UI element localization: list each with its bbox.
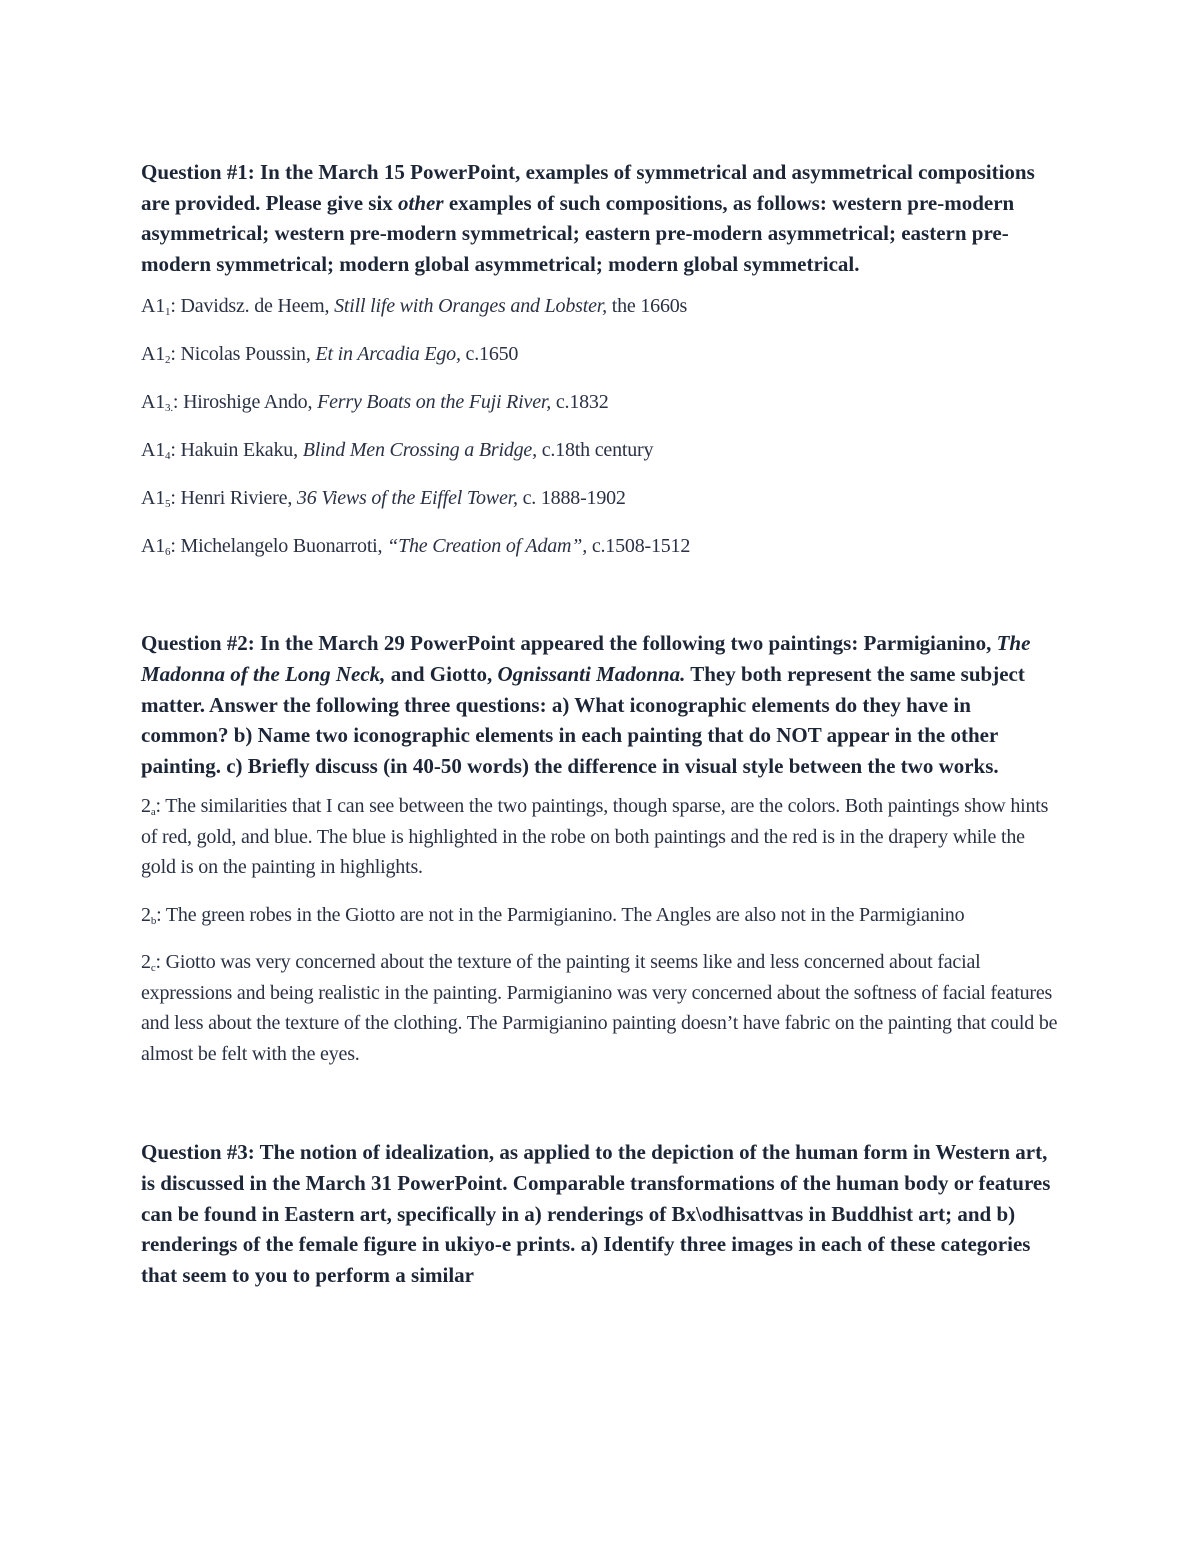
answer-artwork-title: Et in Arcadia Ego, [315,343,461,366]
answer-subscript: 4 [165,450,171,463]
answer-date: c.18th century [536,439,654,462]
answer-date: the 1660s [606,295,688,318]
answer-artist: : Michelangelo Buonarroti, [170,535,388,558]
question-2-text-b: and Giotto, [385,661,498,686]
question-3-text: Question #3: The notion of idealization, as applied to the depiction of the human form in Western art, is discussed in the March 31 PowerPoint. Comparable transformations of the human body or features can be found in Eastern art, specifically in a) renderings of Bx\odhisattvas in Buddhist art; and b) renderings of the female figure in ukiyo-e prints. a) Identify three images in each of these categories that seem to you to perform a similar [141,1140,1051,1287]
answer-prefix: A1 [141,391,166,414]
answer-date: c.1832 [551,391,609,414]
answer-subscript: 6 [165,546,171,559]
question-2-text-c: They both represent the same subject matter. Answer the following three questions: a) What iconographic elements do they have in common? b) Name two iconographic elements in each painting that do NOT appear in the other painting. c) Briefly discuss (in 40-50 words) the difference in visual style between the two works. [141,661,1025,778]
answer-artwork-title: Ferry Boats on the Fuji River, [317,391,552,414]
answer-prefix: A1 [141,295,166,318]
answer-artwork-title: Blind Men Crossing a Bridge, [302,439,537,462]
answer-prefix: 2 [141,795,151,818]
question-2-title-1: The Madonna of the Long Neck, [141,631,1031,686]
answer-artwork-title: 36 Views of the Eiffel Tower, [296,487,518,510]
question-2 [141,628,1061,781]
answer-subscript: 3. [165,402,173,415]
answer-artist: : Hiroshige Ando, [172,391,318,414]
answer-prefix: A1 [141,439,166,462]
answer-artwork-title: Still life with Oranges and Lobster, [334,295,607,318]
answer-1-4 [141,435,1061,466]
answer-artist: : Hakuin Ekaku, [170,439,303,462]
answer-prefix: A1 [141,535,166,558]
question-1-emphasis: other [398,190,444,215]
document-page [141,157,1061,1300]
answer-2a [141,791,1061,883]
answer-prefix: A1 [141,487,166,510]
answer-artist: : Davidsz. de Heem, [170,295,335,318]
answer-prefix: 2 [141,903,151,926]
answer-text: : Giotto was very concerned about the texture of the painting it seems like and less concerned about facial expressions and being realistic in the painting. Parmigianino was very concerned about the softness of facial features and less about the texture of the clothing. The Parmigianino painting doesn’t have fabric on the painting that could be almost be felt with the eyes. [141,951,1058,1065]
question-1 [141,157,1061,279]
answer-prefix: A1 [141,343,166,366]
answer-subscript: 2 [165,354,171,367]
answer-text: : The green robes in the Giotto are not in the Parmigianino. The Angles are also not in the Parmigianino [156,903,965,926]
answer-1-5 [141,483,1061,514]
answer-1-1 [141,291,1061,322]
question-3 [141,1137,1061,1290]
answer-1-3 [141,387,1061,418]
question-2-title-2: Ognissanti Madonna. [497,661,686,686]
answer-1-2 [141,339,1061,370]
answer-date: c.1650 [460,343,519,366]
answer-subscript: 5 [165,498,171,511]
answer-artist: : Nicolas Poussin, [170,343,316,366]
answer-date: c.1508-1512 [587,535,691,558]
answer-subscript: a [150,806,156,819]
answer-subscript: b [150,914,157,927]
question-1-text-a: Question #1: In the March 15 PowerPoint, examples of symmetrical and asymmetrical compositions are provided. Please give six [141,160,1035,215]
answer-date: c. 1888-1902 [517,487,626,510]
answer-subscript: 1 [165,306,171,319]
section-spacer [141,1086,1061,1137]
answer-1-6 [141,531,1061,562]
answer-2c [141,947,1061,1069]
answer-artwork-title: “The Creation of Adam”, [387,535,588,558]
answer-text: : The similarities that I can see between the two paintings, though sparse, are the colors. Both paintings show hints of red, gold, and blue. The blue is highlighted in the robe on both paintings and the red is in the drapery while the gold is on the painting in highlights. [141,795,1049,879]
answer-artist: : Henri Riviere, [170,487,297,510]
question-1-text-b: examples of such compositions, as follows: western pre-modern asymmetrical; western pre-modern symmetrical; eastern pre-modern asymmetrical; eastern pre-modern symmetrical; modern global asymmetrical; modern global symmetrical. [141,190,1015,276]
answer-2b [141,900,1061,931]
question-2-text-a: Question #2: In the March 29 PowerPoint appeared the following two paintings: Parmigianino, [141,631,997,656]
answer-subscript: c [150,962,156,975]
answer-prefix: 2 [141,951,151,974]
section-spacer [141,579,1061,628]
